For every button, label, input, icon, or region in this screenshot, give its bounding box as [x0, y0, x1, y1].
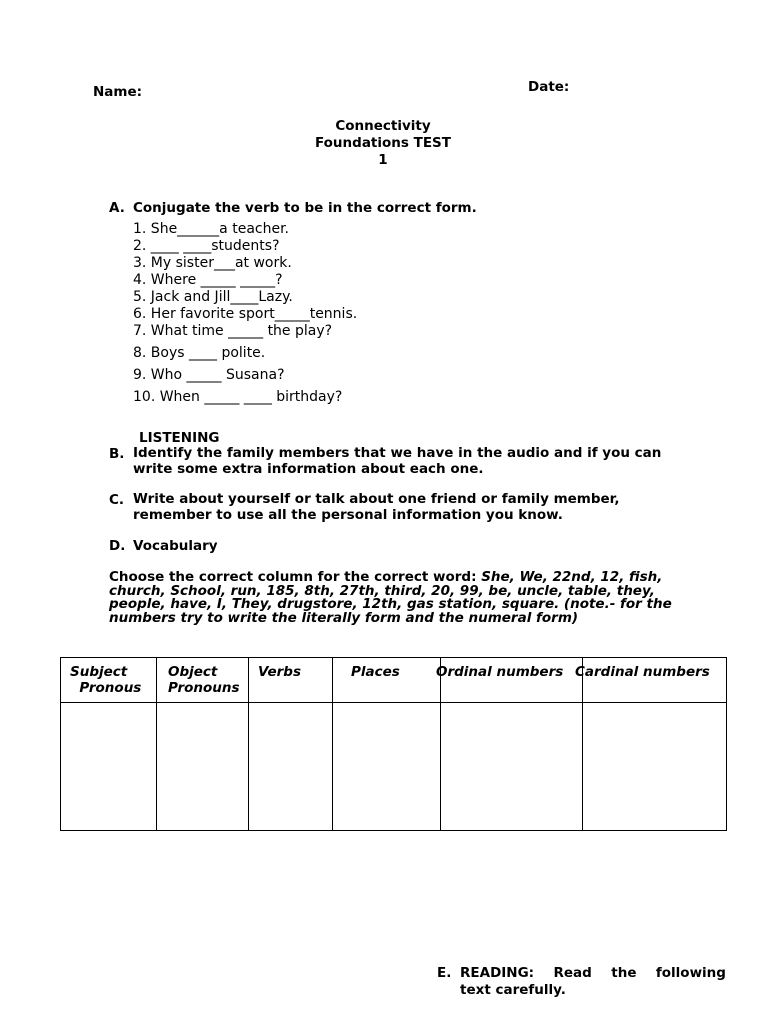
answer-cell-cardinal-numbers[interactable]	[583, 703, 727, 831]
reading-word-2: Read	[553, 965, 592, 981]
vocabulary-lead: Choose the correct column for the correct word:	[109, 569, 482, 585]
answer-cell-verbs[interactable]	[249, 703, 333, 831]
title-line-1: Connectivity	[335, 118, 431, 134]
answer-cell-object-pronouns[interactable]	[157, 703, 249, 831]
header-places: Places	[333, 658, 441, 703]
table-answer-row	[61, 703, 727, 831]
section-b-text: Identify the family members that we have in the audio and if you can write some extra information about each one.	[133, 445, 662, 477]
listening-heading: LISTENING	[139, 430, 220, 446]
exercise-item-2: 2. ____ ____students?	[133, 238, 280, 254]
section-b-letter: B.	[109, 446, 125, 462]
exercise-item-5: 5. Jack and Jill____Lazy.	[133, 289, 293, 305]
header-verbs: Verbs	[249, 658, 333, 703]
answer-cell-places[interactable]	[333, 703, 441, 831]
section-c-letter: C.	[109, 492, 125, 508]
header-subject-pronouns: Subject Pronous	[61, 658, 157, 703]
header-cardinal-numbers: Cardinal numbers	[583, 658, 727, 703]
header-ordinal-numbers: Ordinal numbers	[441, 658, 583, 703]
exercise-item-9: 9. Who _____ Susana?	[133, 367, 285, 383]
name-label: Name:	[93, 84, 143, 100]
section-e-text	[460, 965, 726, 999]
title-line-3: 1	[378, 152, 388, 168]
section-c-text: Write about yourself or talk about one friend or family member, remember to use all the personal information you know.	[133, 491, 620, 523]
exercise-item-1: 1. She______a teacher.	[133, 221, 289, 237]
answer-cell-subject-pronouns[interactable]	[61, 703, 157, 831]
table-header-row	[61, 658, 727, 703]
vocabulary-table	[60, 657, 727, 831]
header-object-pronouns: Object Pronouns	[157, 658, 249, 703]
reading-word-1: READING:	[460, 965, 535, 981]
exercise-item-8: 8. Boys ____ polite.	[133, 345, 266, 361]
exercise-item-6: 6. Her favorite sport_____tennis.	[133, 306, 358, 322]
title-line-2: Foundations TEST	[314, 135, 451, 151]
vocabulary-word-list: She, We, 22nd, 12, fish, church, School, run, 185, 8th, 27th, third, 20, 99, be, uncle, table, they, people, have, I, They, drugstore, 12th, gas station, square. (note.- for the numbers try to write the literally form and the numeral form)	[109, 569, 672, 626]
reading-word-4: following	[655, 965, 726, 981]
reading-word-3: the	[611, 965, 637, 981]
section-a-instruction: Conjugate the verb to be in the correct form.	[133, 200, 477, 216]
section-d-letter: D.	[109, 538, 126, 554]
exercise-item-10: 10. When _____ ____ birthday?	[133, 389, 343, 405]
test-title	[283, 118, 483, 169]
exercise-item-4: 4. Where _____ _____?	[133, 272, 283, 288]
answer-cell-ordinal-numbers[interactable]	[441, 703, 583, 831]
section-a-letter: A.	[109, 200, 125, 216]
exercise-item-7: 7. What time _____ the play?	[133, 323, 333, 339]
section-e-letter: E.	[437, 965, 452, 981]
vocabulary-instruction	[109, 571, 689, 625]
reading-line-2: text carefully.	[460, 982, 566, 998]
exercise-item-3: 3. My sister___at work.	[133, 255, 292, 271]
date-label: Date:	[528, 79, 570, 95]
section-d-heading: Vocabulary	[133, 538, 218, 554]
